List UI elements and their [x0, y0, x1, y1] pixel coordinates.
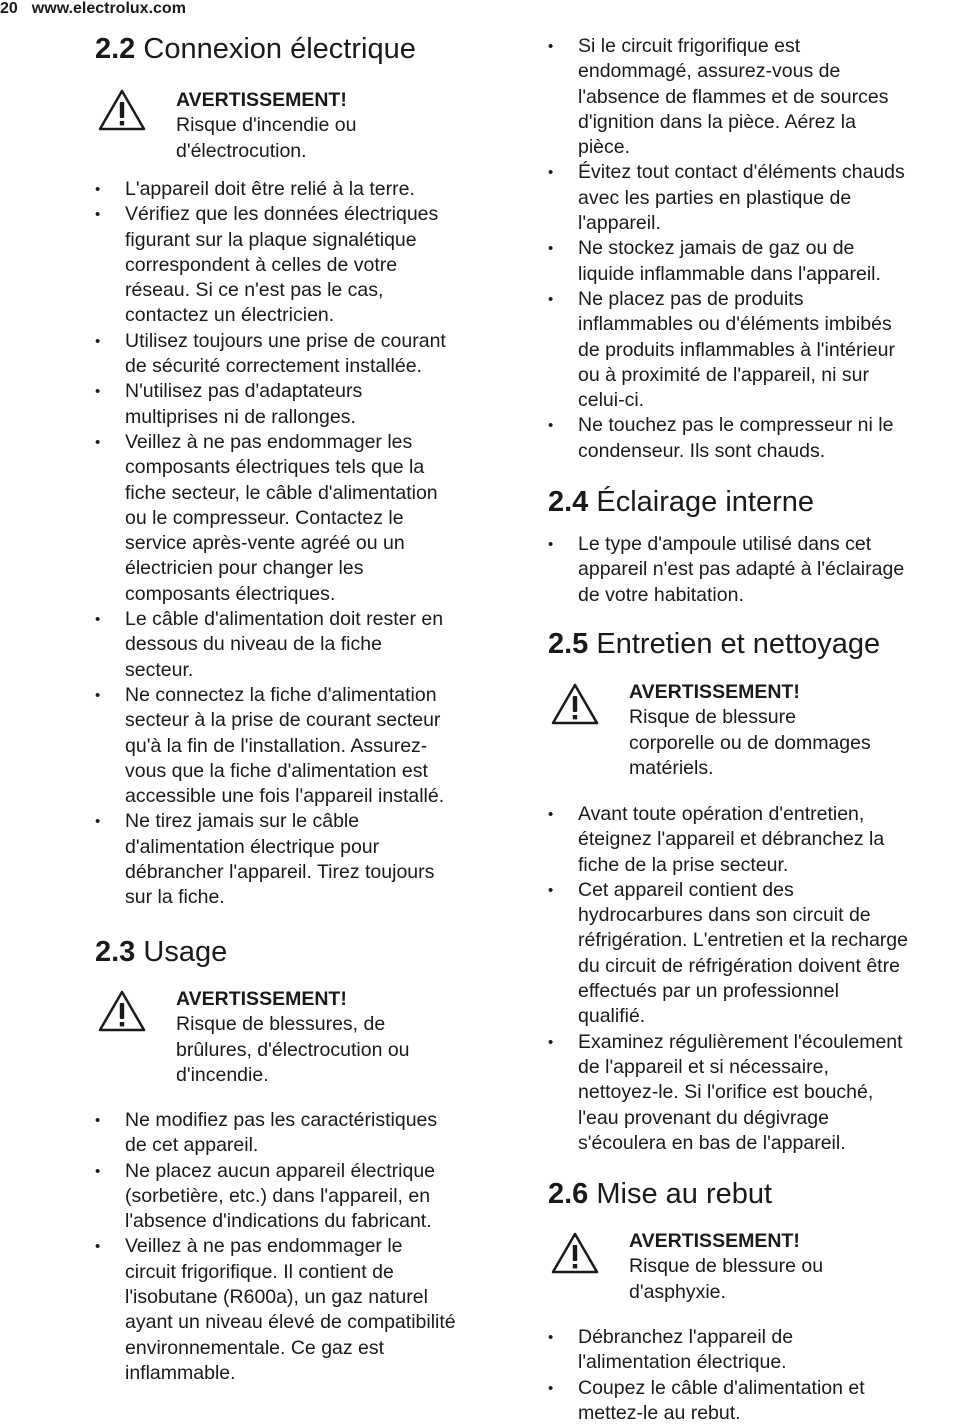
text-line: secteur à la prise de courant secteur — [125, 709, 441, 732]
list-item — [90, 379, 446, 430]
list-item — [90, 607, 446, 683]
text-line: (sorbetière, etc.) dans l'appareil, en — [125, 1184, 431, 1207]
warning-line: d'asphyxie. — [629, 1280, 726, 1303]
text-line: qu'à la fin de l'installation. Assurez- — [125, 734, 428, 757]
section-title: Usage — [143, 936, 228, 968]
text-line: l'isobutane (R600a), un gaz naturel — [125, 1286, 428, 1309]
text-line: l'appareil. — [578, 212, 661, 235]
text-line: secteur. — [125, 658, 194, 681]
list-item — [90, 1234, 456, 1386]
text-line: • Veillez à ne pas endommager le — [125, 1235, 403, 1258]
warning-triangle-icon — [97, 88, 147, 132]
warning-title: AVERTISSEMENT! — [176, 89, 347, 111]
text-line: de l'appareil et si nécessaire, — [578, 1055, 829, 1078]
text-line: • Le type d'ampoule utilisé dans cet — [578, 533, 872, 555]
text-line: environnementale. Ce gaz est — [125, 1336, 385, 1359]
text-line: du circuit de réfrigération doivent être — [578, 954, 900, 977]
list-item — [90, 809, 446, 910]
section-number: 2.3 — [95, 936, 136, 968]
text-line: • Coupez le câble d'alimentation et — [578, 1376, 865, 1399]
section-number: 2.5 — [548, 628, 589, 660]
text-line: inflammables ou d'éléments imbibés — [578, 313, 892, 336]
text-line: composants électriques tels que la — [125, 456, 425, 479]
text-line: ou le compresseur. Contactez le — [125, 506, 404, 529]
section-heading-usage — [95, 935, 227, 969]
text-line: inflammable. — [125, 1361, 236, 1384]
text-line: l'absence d'indications du fabricant. — [125, 1210, 432, 1233]
section-title: Connexion électrique — [143, 33, 416, 65]
warning-line: Risque de blessure — [629, 706, 796, 729]
warning-triangle-icon — [550, 682, 600, 726]
text-line: • Veillez à ne pas endommager les — [125, 430, 413, 453]
text-line: débrancher l'appareil. Tirez toujours — [125, 861, 435, 884]
text-line: • Débranchez l'appareil de — [578, 1326, 794, 1348]
list-item — [90, 1159, 456, 1235]
text-line: • Ne modifiez pas les caractéristiques — [125, 1109, 438, 1131]
text-line: • Évitez tout contact d'éléments chauds — [578, 161, 905, 184]
text-line: • Utilisez toujours une prise de courant — [125, 329, 446, 352]
text-line: • Ne connectez la fiche d'alimentation — [125, 683, 437, 706]
text-line: composants électriques. — [125, 582, 336, 605]
text-line: qualifié. — [578, 1005, 646, 1028]
text-line: circuit frigorifique. Il contient de — [125, 1260, 394, 1283]
section-heading-rebut — [548, 1177, 772, 1211]
list-item — [90, 329, 446, 380]
section-number: 2.6 — [548, 1178, 589, 1210]
text-line: • Le câble d'alimentation doit rester en — [125, 608, 444, 631]
text-line: • Ne tirez jamais sur le câble — [125, 810, 360, 833]
list-item — [543, 34, 905, 160]
text-line: ou à proximité de l'appareil, ni sur — [578, 363, 869, 386]
warning-text — [629, 1229, 823, 1305]
text-line: nettoyez-le. Si l'orifice est bouché, — [578, 1081, 874, 1104]
warning-title: AVERTISSEMENT! — [629, 1230, 800, 1252]
warning-line: d'électrocution. — [176, 139, 307, 162]
text-line: • L'appareil doit être relié à la terre. — [125, 178, 415, 200]
text-line: s'écoulera en bas de l'appareil. — [578, 1131, 846, 1154]
text-line: de produits inflammables à l'intérieur — [578, 338, 895, 361]
bullet-list-usage — [90, 1108, 456, 1386]
text-line: • Examinez régulièrement l'écoulement — [578, 1030, 903, 1053]
list-item — [543, 236, 905, 287]
warning-line: brûlures, d'électrocution ou — [176, 1038, 410, 1061]
warning-line: Risque de blessure ou — [629, 1255, 824, 1278]
text-line: mettez-le au rebut. — [578, 1401, 741, 1424]
text-line: condenseur. Ils sont chauds. — [578, 439, 826, 462]
text-line: de sécurité correctement installée. — [125, 355, 422, 378]
text-line: • Ne placez aucun appareil électrique — [125, 1159, 436, 1182]
list-item — [543, 1325, 865, 1376]
text-line: liquide inflammable dans l'appareil. — [578, 262, 881, 285]
text-line: fiche secteur, le câble d'alimentation — [125, 481, 438, 504]
warning-title: AVERTISSEMENT! — [176, 988, 347, 1010]
warning-triangle-icon — [550, 1231, 600, 1275]
section-title: Mise au rebut — [596, 1178, 773, 1210]
warning-line: corporelle ou de dommages — [629, 731, 871, 754]
text-line: endommagé, assurez-vous de — [578, 60, 841, 83]
text-line: vous que la fiche d'alimentation est — [125, 759, 428, 782]
section-heading-connexion — [95, 32, 416, 66]
text-line: accessible une fois l'appareil installé. — [125, 785, 445, 808]
text-line: effectués par un professionnel — [578, 980, 839, 1003]
text-line: • Avant toute opération d'entretien, — [578, 803, 865, 825]
list-item — [543, 160, 905, 236]
warning-title: AVERTISSEMENT! — [629, 681, 800, 703]
text-line: électricien pour changer les — [125, 557, 364, 580]
text-line: fiche de la prise secteur. — [578, 853, 789, 876]
text-line: • Ne stockez jamais de gaz ou de — [578, 237, 855, 260]
section-title: Éclairage interne — [596, 486, 815, 518]
text-line: • Ne placez pas de produits — [578, 287, 804, 310]
page-number: 20 — [0, 0, 18, 17]
warning-line: matériels. — [629, 756, 714, 779]
list-item — [90, 1108, 456, 1159]
text-line: dessous du niveau de la fiche — [125, 633, 382, 656]
section-heading-eclairage — [548, 485, 814, 519]
text-line: service après-vente agréé ou un — [125, 532, 405, 555]
warning-line: Risque de blessures, de — [176, 1013, 386, 1036]
text-line: • N'utilisez pas d'adaptateurs — [125, 380, 363, 403]
text-line: contactez un électricien. — [125, 304, 335, 327]
warning-line: d'incendie. — [176, 1063, 269, 1086]
text-line: de cet appareil. — [125, 1134, 259, 1157]
list-item — [543, 878, 908, 1030]
text-line: appareil n'est pas adapté à l'éclairage — [578, 558, 905, 581]
list-item — [90, 177, 446, 202]
text-line: • Cet appareil contient des — [578, 878, 794, 901]
list-item — [90, 430, 446, 607]
text-line: pièce. — [578, 136, 631, 159]
text-line: l'absence de flammes et de sources — [578, 85, 889, 108]
warning-triangle-icon — [97, 989, 147, 1033]
text-line: • Si le circuit frigorifique est — [578, 35, 801, 57]
list-item — [543, 802, 908, 878]
list-item — [543, 532, 904, 608]
text-line: celui-ci. — [578, 389, 645, 412]
list-item — [90, 683, 446, 809]
text-line: avec les parties en plastique de — [578, 186, 852, 209]
text-line: sur la fiche. — [125, 886, 225, 909]
list-item — [543, 287, 905, 413]
text-line: ayant un niveau élevé de compatibilité — [125, 1311, 456, 1334]
text-line: d'ignition dans la pièce. Aérez la — [578, 110, 856, 133]
text-line: l'eau provenant du dégivrage — [578, 1106, 829, 1129]
section-title: Entretien et nettoyage — [596, 628, 881, 660]
list-item — [543, 413, 905, 464]
bullet-list-usage-continued — [543, 34, 905, 464]
text-line: • Vérifiez que les données électriques — [125, 203, 439, 226]
text-line: réseau. Si ce n'est pas le cas, — [125, 279, 384, 302]
text-line: l'alimentation électrique. — [578, 1351, 787, 1374]
section-number: 2.4 — [548, 486, 589, 518]
text-line: réfrigération. L'entretien et la recharge — [578, 929, 908, 952]
bullet-list-entretien — [543, 802, 908, 1156]
text-line: multiprises ni de rallonges. — [125, 405, 356, 428]
bullet-list-connexion — [90, 177, 446, 911]
list-item — [543, 1376, 865, 1426]
text-line: d'alimentation électrique pour — [125, 835, 380, 858]
bullet-list-rebut — [543, 1325, 865, 1426]
section-heading-entretien — [548, 627, 880, 661]
text-line: hydrocarbures dans son circuit de — [578, 904, 871, 927]
text-line: correspondent à celles de votre — [125, 253, 398, 276]
list-item — [543, 1030, 908, 1156]
warning-text — [176, 987, 410, 1088]
text-line: éteignez l'appareil et débranchez la — [578, 828, 885, 851]
warning-text — [176, 88, 356, 164]
warning-line: Risque d'incendie ou — [176, 114, 357, 137]
warning-text — [629, 680, 871, 781]
text-line: de votre habitation. — [578, 583, 744, 606]
page-header — [0, 0, 186, 18]
list-item — [90, 202, 446, 328]
bullet-list-eclairage — [543, 532, 904, 608]
section-number: 2.2 — [95, 33, 136, 65]
text-line: • Ne touchez pas le compresseur ni le — [578, 414, 894, 437]
text-line: figurant sur la plaque signalétique — [125, 228, 417, 251]
website-link[interactable]: www.electrolux.com — [31, 0, 186, 17]
